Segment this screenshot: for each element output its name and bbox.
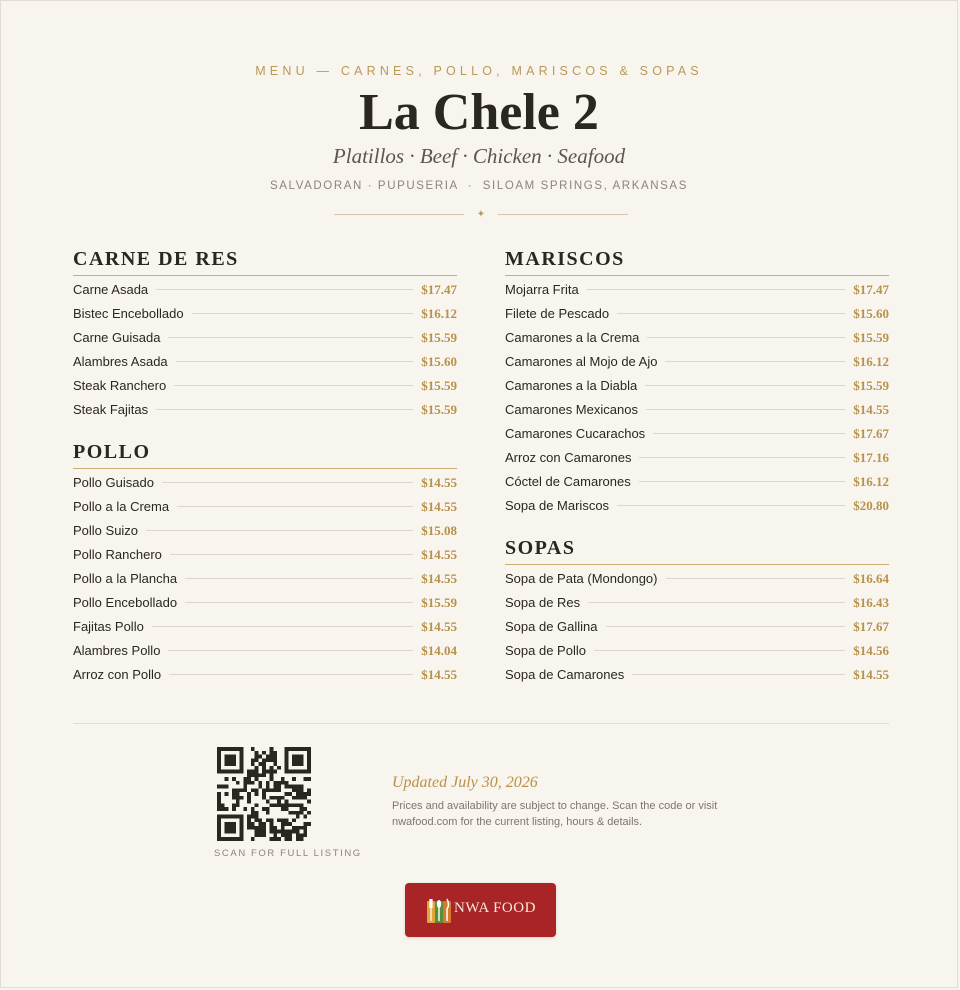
menu-item-name: Steak Fajitas bbox=[73, 402, 149, 417]
menu-item-price: $14.55 bbox=[421, 475, 457, 490]
menu-item-price: $15.59 bbox=[421, 378, 457, 393]
menu-item-leader bbox=[647, 337, 845, 338]
section-mariscos bbox=[505, 247, 889, 518]
menu-item-price: $17.47 bbox=[853, 282, 889, 297]
menu-item-name: Pollo a la Crema bbox=[73, 499, 170, 514]
menu-item-name: Sopa de Res bbox=[505, 595, 581, 610]
utensils-logo-icon bbox=[427, 897, 451, 923]
menu-item bbox=[505, 639, 889, 663]
menu-item-name: Arroz con Camarones bbox=[505, 450, 632, 465]
menu-item bbox=[73, 615, 457, 639]
menu-item-leader bbox=[632, 674, 845, 675]
menu-item bbox=[73, 302, 457, 326]
menu-item bbox=[73, 567, 457, 591]
section-title: POLLO bbox=[73, 440, 457, 469]
menu-item-leader bbox=[146, 530, 413, 531]
updated-date: Updated July 30, 2026 bbox=[392, 774, 538, 791]
menu-item-price: $14.04 bbox=[421, 643, 457, 658]
menu-item-price: $15.59 bbox=[421, 330, 457, 345]
menu-item-price: $14.55 bbox=[421, 499, 457, 514]
menu-item-leader bbox=[639, 481, 846, 482]
menu-item-name: Bistec Encebollado bbox=[73, 306, 184, 321]
menu-item-leader bbox=[594, 650, 845, 651]
menu-item-leader bbox=[168, 337, 413, 338]
menu-item bbox=[505, 398, 889, 422]
menu-item-leader bbox=[185, 578, 413, 579]
section-title: MARISCOS bbox=[505, 247, 889, 276]
menu-item bbox=[73, 543, 457, 567]
menu-item-price: $17.67 bbox=[853, 426, 889, 441]
menu-item bbox=[505, 494, 889, 518]
menu-eyebrow: MENU — CARNES, POLLO, MARISCOS & SOPAS bbox=[255, 64, 703, 78]
menu-item-leader bbox=[665, 361, 845, 362]
menu-item-name: Carne Asada bbox=[73, 282, 149, 297]
menu-item-name: Sopa de Mariscos bbox=[505, 498, 610, 513]
menu-column-right bbox=[505, 247, 889, 705]
section-carne-de-res bbox=[73, 247, 457, 422]
menu-item bbox=[73, 639, 457, 663]
menu-item-name: Fajitas Pollo bbox=[73, 619, 144, 634]
menu-item-name: Camarones Mexicanos bbox=[505, 402, 638, 417]
menu-item-name: Pollo Suizo bbox=[73, 523, 139, 538]
menu-item-name: Pollo a la Plancha bbox=[73, 571, 178, 586]
menu-item-leader bbox=[666, 578, 846, 579]
restaurant-title: La Chele 2 bbox=[359, 84, 599, 141]
nwa-food-badge[interactable] bbox=[405, 883, 556, 937]
menu-item-price: $14.55 bbox=[421, 667, 457, 682]
menu-item-price: $14.55 bbox=[421, 619, 457, 634]
menu-item bbox=[505, 326, 889, 350]
menu-item bbox=[505, 278, 889, 302]
footer-divider bbox=[73, 723, 889, 724]
menu-item-leader bbox=[192, 313, 414, 314]
menu-item-price: $15.59 bbox=[853, 378, 889, 393]
menu-item-name: Camarones Cucarachos bbox=[505, 426, 646, 441]
menu-item-name: Mojarra Frita bbox=[505, 282, 579, 297]
menu-item-name: Steak Ranchero bbox=[73, 378, 167, 393]
menu-item-name: Filete de Pescado bbox=[505, 306, 610, 321]
menu-item-name: Sopa de Camarones bbox=[505, 667, 625, 682]
menu-item-leader bbox=[606, 626, 846, 627]
menu-item bbox=[73, 326, 457, 350]
menu-item bbox=[73, 278, 457, 302]
qr-block bbox=[214, 747, 362, 859]
menu-item-leader bbox=[185, 602, 413, 603]
menu-item-leader bbox=[152, 626, 413, 627]
menu-item-price: $15.59 bbox=[421, 595, 457, 610]
menu-item-leader bbox=[617, 505, 845, 506]
menu-item-price: $14.55 bbox=[421, 571, 457, 586]
menu-item bbox=[505, 446, 889, 470]
menu-item-price: $14.55 bbox=[853, 402, 889, 417]
menu-item-price: $15.60 bbox=[853, 306, 889, 321]
menu-item-leader bbox=[162, 482, 413, 483]
menu-item-price: $15.60 bbox=[421, 354, 457, 369]
menu-item-leader bbox=[646, 409, 845, 410]
menu-item-price: $16.64 bbox=[853, 571, 889, 586]
menu-item-name: Camarones a la Diabla bbox=[505, 378, 638, 393]
menu-item-price: $14.55 bbox=[853, 667, 889, 682]
menu-item bbox=[505, 350, 889, 374]
menu-item-leader bbox=[588, 602, 845, 603]
menu-item bbox=[73, 519, 457, 543]
menu-item-leader bbox=[639, 457, 845, 458]
menu-item bbox=[73, 374, 457, 398]
menu-item-name: Camarones al Mojo de Ajo bbox=[505, 354, 658, 369]
divider-star-icon: ✦ bbox=[476, 209, 486, 220]
qr-code-icon[interactable] bbox=[217, 747, 311, 841]
menu-item-leader bbox=[168, 650, 413, 651]
menu-item-price: $16.43 bbox=[853, 595, 889, 610]
disclaimer-note: Prices and availability are subject to change. Scan the code or visit nwafood.com for the current listing, hours & details. bbox=[392, 800, 718, 828]
menu-item bbox=[505, 663, 889, 687]
menu-item bbox=[73, 663, 457, 687]
menu-item-price: $17.16 bbox=[853, 450, 889, 465]
section-title: SOPAS bbox=[505, 536, 889, 565]
menu-item bbox=[73, 398, 457, 422]
menu-item-leader bbox=[156, 409, 413, 410]
menu-item-price: $15.59 bbox=[853, 330, 889, 345]
menu-item-price: $15.59 bbox=[421, 402, 457, 417]
menu-item-price: $14.56 bbox=[853, 643, 889, 658]
qr-caption: SCAN FOR FULL LISTING bbox=[214, 848, 362, 859]
section-title: CARNE DE RES bbox=[73, 247, 457, 276]
menu-item-name: Sopa de Pata (Mondongo) bbox=[505, 571, 658, 586]
menu-item-name: Alambres Pollo bbox=[73, 643, 161, 658]
menu-item-name: Alambres Asada bbox=[73, 354, 168, 369]
menu-item-name: Sopa de Gallina bbox=[505, 619, 598, 634]
menu-item bbox=[505, 374, 889, 398]
menu-item bbox=[505, 302, 889, 326]
section-items bbox=[73, 278, 457, 422]
menu-item bbox=[73, 350, 457, 374]
menu-item-price: $15.08 bbox=[421, 523, 457, 538]
menu-item-price: $17.47 bbox=[421, 282, 457, 297]
menu-item-price: $20.80 bbox=[853, 498, 889, 513]
menu-item-name: Arroz con Pollo bbox=[73, 667, 162, 682]
menu-item-price: $14.55 bbox=[421, 547, 457, 562]
menu-item-name: Camarones a la Crema bbox=[505, 330, 640, 345]
menu-item-leader bbox=[617, 313, 845, 314]
menu-item bbox=[73, 591, 457, 615]
menu-item-price: $17.67 bbox=[853, 619, 889, 634]
section-pollo bbox=[73, 440, 457, 687]
menu-item-leader bbox=[174, 385, 413, 386]
menu-item bbox=[505, 615, 889, 639]
menu-item-leader bbox=[587, 289, 846, 290]
menu-item bbox=[505, 422, 889, 446]
menu-item bbox=[73, 471, 457, 495]
menu-item-leader bbox=[645, 385, 845, 386]
badge-text: NWA FOOD bbox=[454, 900, 536, 916]
menu-item-name: Pollo Encebollado bbox=[73, 595, 178, 610]
menu-item bbox=[73, 495, 457, 519]
menu-item-price: $16.12 bbox=[853, 354, 889, 369]
menu-item-price: $16.12 bbox=[853, 474, 889, 489]
restaurant-subtitle: Platillos · Beef · Chicken · Seafood bbox=[332, 144, 626, 168]
menu-item-leader bbox=[170, 554, 413, 555]
menu-item bbox=[505, 567, 889, 591]
menu-item-leader bbox=[653, 433, 845, 434]
menu-item-name: Pollo Ranchero bbox=[73, 547, 162, 562]
section-sopas bbox=[505, 536, 889, 687]
menu-item-leader bbox=[169, 674, 413, 675]
menu-item-leader bbox=[177, 506, 413, 507]
menu-item-leader bbox=[176, 361, 414, 362]
menu-item bbox=[505, 591, 889, 615]
divider-line-right bbox=[498, 214, 628, 215]
menu-item-name: Sopa de Pollo bbox=[505, 643, 586, 658]
section-items bbox=[505, 567, 889, 687]
menu-item-name: Carne Guisada bbox=[73, 330, 161, 345]
section-items bbox=[505, 278, 889, 518]
menu-item-name: Pollo Guisado bbox=[73, 475, 154, 490]
restaurant-tagline: SALVADORAN · PUPUSERIA · SILOAM SPRINGS, ARKANSAS bbox=[270, 180, 688, 192]
menu-item bbox=[505, 470, 889, 494]
header-divider bbox=[334, 208, 628, 222]
menu-item-name: Cóctel de Camarones bbox=[505, 474, 631, 489]
menu-item-price: $16.12 bbox=[421, 306, 457, 321]
menu-item-leader bbox=[156, 289, 413, 290]
menu-column-left bbox=[73, 247, 457, 705]
section-items bbox=[73, 471, 457, 687]
